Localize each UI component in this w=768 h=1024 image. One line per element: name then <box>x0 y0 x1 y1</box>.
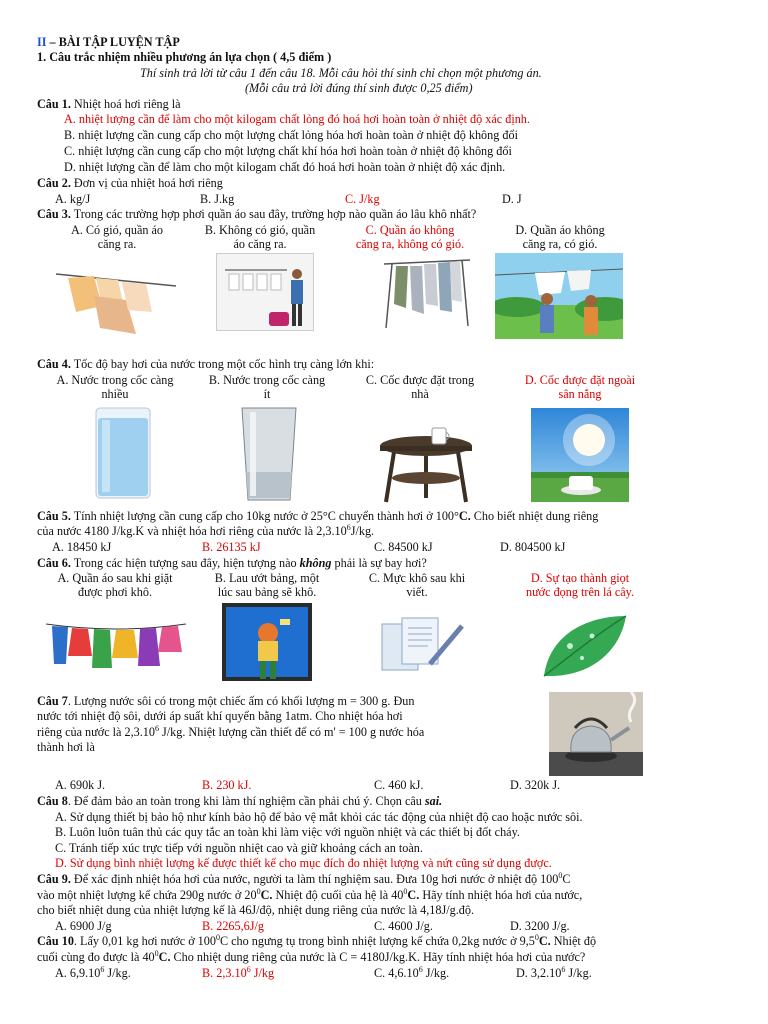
q3-option-b: B. Không có gió, quần áo căng ra. <box>204 223 316 252</box>
q2-option-b: B. J.kg <box>200 192 235 206</box>
part1-instruction-2: (Mỗi câu trả lời đúng thí sinh được 0,25 điểm) <box>245 81 473 95</box>
q7-option-c: C. 460 kJ. <box>374 778 424 792</box>
q7-stem-line3: riêng của nước là 2,3.10$^6$ J/kg. Nhiệt lượng cần thiết để có m' = 100 g nước hóa <box>37 723 425 739</box>
q10-stem-line2: cuối cùng đo được là $40^0C$. Cho nhiệt dung riêng của nước là C = 4180J/kg.K. Hãy tính nhiệt hóa hơi của nước? <box>37 948 586 964</box>
q7-option-d: D. 320k J. <box>510 778 561 792</box>
q8-option-c: C. Tránh tiếp xúc trực tiếp với nguồn nhiệt cao và giữ khoảng cách an toàn. <box>55 841 423 855</box>
q2-label: Câu 2. <box>37 176 71 190</box>
q2-option-c: C. J/kg <box>345 192 380 206</box>
section-roman: II <box>37 35 47 49</box>
q9-option-a: A. 6900 J/g <box>55 919 112 933</box>
q5-option-c: C. 84500 kJ <box>374 540 433 554</box>
q5-stem-line1: Câu 5. Tính nhiệt lượng cần cung cấp cho 10kg nước ở 25°C chuyển thành hơi ở 100°C. Cho biết nhiệt dung riêng <box>37 509 599 523</box>
q4-label: Câu 4. <box>37 357 71 371</box>
q4-option-a: A. Nước trong cốc càng nhiều <box>56 373 174 402</box>
cup-in-sun-image <box>531 408 629 502</box>
q4-option-d: D. Cốc được đặt ngoài sân nắng <box>524 373 636 402</box>
leaf-droplets-image <box>540 612 630 682</box>
q3-option-c: C. Quần áo không căng ra, không có gió. <box>355 223 465 252</box>
q3-label: Câu 3. <box>37 207 71 221</box>
q9-option-c: C. 4600 J/g. <box>374 919 433 933</box>
q7-option-b: B. 230 kJ. <box>202 778 252 792</box>
q6-option-a: A. Quần áo sau khi giặt được phơi khô. <box>57 571 173 600</box>
q10-option-a: A. 6,9.10$^6$ J/kg. <box>55 964 131 980</box>
kettle-on-stove-image <box>549 692 643 776</box>
q6-option-c: C. Mực khô sau khi viết. <box>368 571 466 600</box>
cup-on-table-image <box>376 412 478 504</box>
q8-stem: Câu 8. Để đảm bảo an toàn trong khi làm thí nghiệm cần phải chú ý. Chọn câu sai. <box>37 794 443 808</box>
q7-stem-line1: Câu 7. Lượng nước sôi có trong một chiếc ấm có khối lượng m = 300 g. Đun <box>37 694 415 708</box>
q7-stem-line4: thành hơi là <box>37 740 95 754</box>
q10-option-d: D. 3,2.10$^6$ J/kg. <box>516 964 592 980</box>
q6-option-d: D. Sự tạo thành giọt nước đọng trên lá cây. <box>525 571 635 600</box>
q6-stem: Câu 6. Trong các hiện tượng sau đây, hiện tượng nào không phải là sự bay hơi? <box>37 556 427 570</box>
q2-option-d: D. J <box>502 192 522 206</box>
clothes-bunched-image <box>382 254 472 330</box>
papers-pen-image <box>380 614 466 674</box>
q1-option-d: D. nhiệt lượng cần để làm cho một kilogam chất đó hoá hơi hoàn toàn ở nhiệt độ xác định. <box>64 160 506 174</box>
q2-stem <box>37 176 223 190</box>
q2-option-a: A. kg/J <box>55 192 91 206</box>
q1-option-a: A. nhiệt lượng cần để làm cho một kilogam chất lỏng đó hoá hơi hoàn toàn ở nhiệt độ xác định. <box>64 112 530 126</box>
q7-stem-line2: nước tới nhiệt độ sôi, dưới áp suất khí quyển bằng 1atm. Cho nhiệt hóa hơi <box>37 709 403 723</box>
clothesline-image <box>46 616 186 672</box>
q10-option-b: B. 2,3.10$^6$ J/kg <box>202 964 275 980</box>
q9-label: Câu 9. <box>37 872 71 886</box>
clothes-spread-wind-image <box>495 253 623 339</box>
q1-option-b: B. nhiệt lượng cần cung cấp cho một lượng chất lỏng hóa hơi hoàn toàn ở nhiệt độ không đổi <box>64 128 518 142</box>
q1-text: Nhiệt hoá hơi riêng là <box>70 97 181 111</box>
q9-stem-line2: vào một nhiệt lượng kế chứa 290g nước ở $20^0C$. Nhiệt độ cuối của hệ là $40^0C$. Hãy tính nhiệt hóa hơi của nước, <box>37 886 583 902</box>
part1-heading: 1. Câu trắc nhiệm nhiều phương án lựa chọn ( 4,5 điểm ) <box>37 50 332 64</box>
q9-option-b: B. 2265,6J/g <box>202 919 264 933</box>
q6-option-b: B. Lau ướt bảng, một lúc sau bảng sẽ khô. <box>214 571 320 600</box>
clothes-no-wind-image <box>216 253 314 331</box>
q9-option-d: D. 3200 J/g. <box>510 919 570 933</box>
q2-text: Đơn vị của nhiệt hoá hơi riêng <box>70 176 223 190</box>
q5-option-d: D. 804500 kJ <box>500 540 566 554</box>
q1-label: Câu 1. <box>37 97 71 111</box>
q5-option-b: B. 26135 kJ <box>202 540 261 554</box>
q4-text: Tốc độ bay hơi của nước trong một cốc hình trụ càng lớn khi: <box>70 357 375 371</box>
part1-instruction-1: Thí sinh trả lời từ câu 1 đến câu 18. Mỗi câu hỏi thí sinh chỉ chọn một phương án. <box>140 66 542 80</box>
full-glass-image <box>92 406 154 502</box>
q8-label: Câu 8 <box>37 794 68 808</box>
q3-option-d: D. Quần áo không căng ra, có gió. <box>515 223 605 252</box>
q7-option-a: A. 690k J. <box>55 778 106 792</box>
q8-option-a: A. Sử dụng thiết bị bảo hộ như kính bảo hộ để bảo vệ mắt khỏi các tác động của nhiệt độ cao hoặc nước sôi. <box>55 810 583 824</box>
q5-option-a: A. 18450 kJ <box>52 540 112 554</box>
q8-option-d: D. Sử dụng bình nhiệt lượng kế được thiết kế cho mục đích đo nhiệt lượng và nứt cũng sử dụng được. <box>55 856 552 870</box>
q10-label: Câu 10 <box>37 934 74 948</box>
q4-option-c: C. Cốc được đặt trong nhà <box>365 373 475 402</box>
q6-label: Câu 6. <box>37 556 71 570</box>
section-heading <box>37 35 180 49</box>
q8-option-b: B. Luôn luôn tuân thủ các quy tắc an toàn khi làm việc với nguồn nhiệt và các thiết bị đốt cháy. <box>55 825 520 839</box>
q3-option-a: A. Có gió, quần áo căng ra. <box>70 223 164 252</box>
q4-stem <box>37 357 374 371</box>
q5-stem-line2: của nước 4180 J/kg.K và nhiệt hóa hơi riêng của nước là 2,3.10$^6$J/kg. <box>37 522 375 538</box>
q5-label: Câu 5. <box>37 509 71 523</box>
wiping-board-image <box>222 603 312 681</box>
q7-label: Câu 7 <box>37 694 68 708</box>
q3-stem <box>37 207 476 221</box>
q9-stem-line1: Câu 9. Để xác định nhiệt hóa hơi của nước, người ta làm thí nghiệm sau. Đưa 10g hơi nước ở nhiệt độ $100^0C$ <box>37 870 571 886</box>
q9-stem-line3: cho biết nhiệt dung của nhiệt lượng kế là 46J/độ, nhiệt dung riêng của nước là 4,18J/g.độ. <box>37 903 475 917</box>
q4-option-b: B. Nước trong cốc càng ít <box>208 373 326 402</box>
q1-stem <box>37 97 181 111</box>
clothes-in-wind-image <box>56 256 176 336</box>
q10-stem-line1: Câu 10. Lấy 0,01 kg hơi nước ở $100^0C$ cho ngưng tụ trong bình nhiệt lượng kế chứa 0,2kg nước ở $9,5^0C$. Nhiệt độ <box>37 932 597 948</box>
q1-option-c: C. nhiệt lượng cần cung cấp cho một lượng chất khí hóa hơi hoàn toàn ở nhiệt độ không đổi <box>64 144 512 158</box>
empty-glass-image <box>238 406 300 504</box>
section-title: – BÀI TẬP LUYỆN TẬP <box>46 35 180 49</box>
q10-option-c: C. 4,6.10$^6$ J/kg. <box>374 964 450 980</box>
q3-text: Trong các trường hợp phơi quần áo sau đây, trường hợp nào quần áo lâu khô nhất? <box>70 207 477 221</box>
